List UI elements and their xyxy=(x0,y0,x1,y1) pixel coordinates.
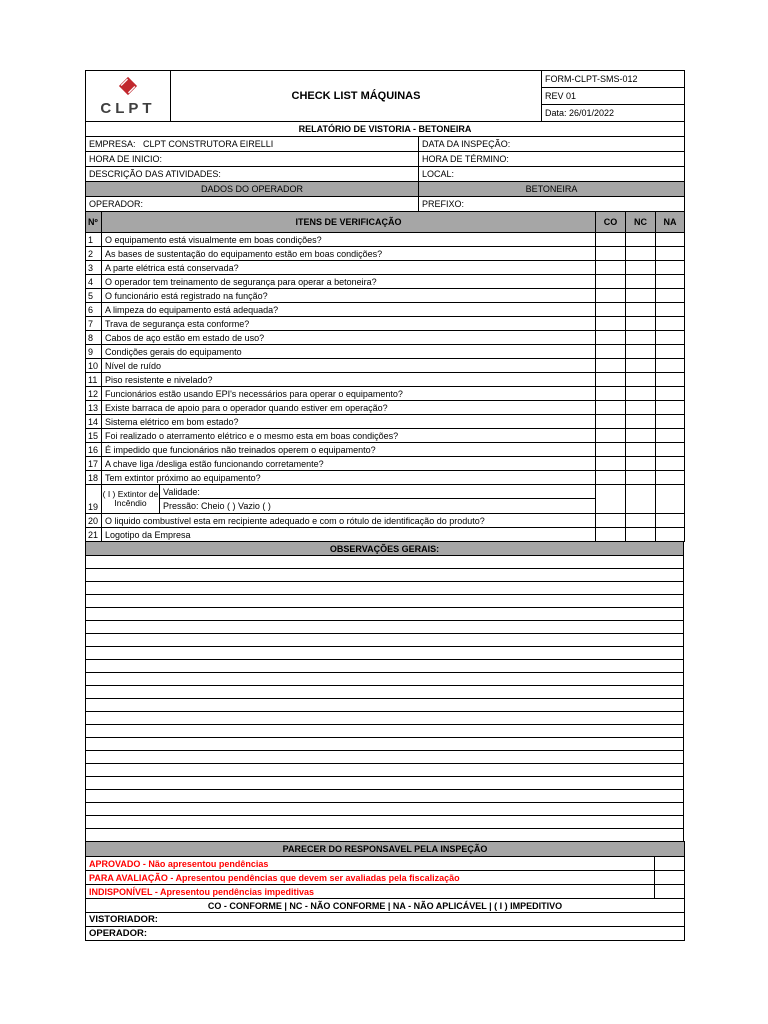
item-number: 2 xyxy=(86,247,102,261)
checklist-row xyxy=(86,233,685,247)
checklist-row xyxy=(86,317,685,331)
checklist-row xyxy=(86,345,685,359)
observation-line xyxy=(86,556,684,569)
item-number: 4 xyxy=(86,275,102,289)
na-cell xyxy=(656,331,685,345)
nc-cell xyxy=(626,317,656,331)
co-cell xyxy=(596,275,626,289)
observation-line-row xyxy=(86,686,684,699)
form-title: CHECK LIST MÁQUINAS xyxy=(171,71,542,122)
na-cell xyxy=(656,289,685,303)
checklist-row xyxy=(86,289,685,303)
co-cell xyxy=(596,303,626,317)
observation-line-row xyxy=(86,608,684,621)
nc-cell xyxy=(626,514,656,528)
item-number: 7 xyxy=(86,317,102,331)
parecer-option-text: PARA AVALIAÇÃO - Apresentou pendências que devem ser avaliadas pela fiscalização xyxy=(86,871,655,885)
observation-line xyxy=(86,608,684,621)
observation-line xyxy=(86,569,684,582)
item-text: Cabos de aço estão em estado de uso? xyxy=(102,331,596,345)
checklist-row xyxy=(86,303,685,317)
item-text: Trava de segurança esta conforme? xyxy=(102,317,596,331)
nc-cell xyxy=(626,415,656,429)
data-inspecao-field: DATA DA INSPEÇÃO: xyxy=(419,137,685,152)
co-cell xyxy=(596,331,626,345)
na-cell xyxy=(656,247,685,261)
co-cell xyxy=(596,289,626,303)
item-number: 9 xyxy=(86,345,102,359)
nc-cell xyxy=(626,485,656,514)
item-number: 11 xyxy=(86,373,102,387)
observation-line-row xyxy=(86,764,684,777)
item-number: 3 xyxy=(86,261,102,275)
co-cell xyxy=(596,415,626,429)
item-text: Funcionários estão usando EPI's necessários para operar o equipamento? xyxy=(102,387,596,401)
parecer-option-text: INDISPONÍVEL - Apresentou pendências impeditivas xyxy=(86,885,655,899)
vistoriador-field: VISTORIADOR: xyxy=(86,913,685,927)
nc-cell xyxy=(626,303,656,317)
col-header-items: ITENS DE VERIFICAÇÃO xyxy=(102,212,596,233)
observation-line xyxy=(86,673,684,686)
observation-line-row xyxy=(86,582,684,595)
item-number: 20 xyxy=(86,514,102,528)
observation-line xyxy=(86,816,684,829)
na-cell xyxy=(656,233,685,247)
item-text: A parte elétrica está conservada? xyxy=(102,261,596,275)
observation-line-row xyxy=(86,790,684,803)
parecer-option-row xyxy=(86,857,685,871)
checklist-row xyxy=(86,247,685,261)
item-number: 10 xyxy=(86,359,102,373)
nc-cell xyxy=(626,528,656,542)
form-date: Data: 26/01/2022 xyxy=(542,105,685,122)
checklist-table xyxy=(85,211,685,542)
co-cell xyxy=(596,359,626,373)
observation-line xyxy=(86,829,684,842)
co-cell xyxy=(596,443,626,457)
observation-line xyxy=(86,751,684,764)
observation-line xyxy=(86,738,684,751)
parecer-title: PARECER DO RESPONSAVEL PELA INSPEÇÃO xyxy=(86,842,685,857)
observations-title: OBSERVAÇÕES GERAIS: xyxy=(86,542,684,556)
empresa-field xyxy=(86,137,419,152)
checklist-row xyxy=(86,401,685,415)
checklist-row xyxy=(86,373,685,387)
observation-line-row xyxy=(86,751,684,764)
equipamento-header: BETONEIRA xyxy=(419,182,685,197)
co-cell xyxy=(596,457,626,471)
observation-line-row xyxy=(86,699,684,712)
item-text: Condições gerais do equipamento xyxy=(102,345,596,359)
co-cell xyxy=(596,528,626,542)
na-cell xyxy=(656,387,685,401)
nc-cell xyxy=(626,261,656,275)
observation-line-row xyxy=(86,634,684,647)
na-cell xyxy=(656,485,685,514)
co-cell xyxy=(596,401,626,415)
dados-operador-header: DADOS DO OPERADOR xyxy=(86,182,419,197)
item-text: As bases de sustentação do equipamento estão em boas condições? xyxy=(102,247,596,261)
observation-line-row xyxy=(86,647,684,660)
co-cell xyxy=(596,317,626,331)
item-text: Tem extintor próximo ao equipamento? xyxy=(102,471,596,485)
hora-inicio-field: HORA DE INICIO: xyxy=(86,152,419,167)
na-cell xyxy=(656,415,685,429)
col-header-nc: NC xyxy=(626,212,656,233)
co-cell xyxy=(596,247,626,261)
option-mark-cell xyxy=(655,871,685,885)
observation-line xyxy=(86,764,684,777)
item-text: Foi realizado o aterramento elétrico e o mesmo esta em boas condições? xyxy=(102,429,596,443)
item-text: Piso resistente e nivelado? xyxy=(102,373,596,387)
observation-line xyxy=(86,803,684,816)
empresa-value: CLPT CONSTRUTORA EIRELLI xyxy=(143,139,274,149)
co-cell xyxy=(596,233,626,247)
co-cell xyxy=(596,514,626,528)
local-field: LOCAL: xyxy=(419,167,685,182)
observation-line-row xyxy=(86,712,684,725)
item-text: É impedido que funcionários não treinados operem o equipamento? xyxy=(102,443,596,457)
na-cell xyxy=(656,303,685,317)
observation-line-row xyxy=(86,569,684,582)
checklist-row xyxy=(86,429,685,443)
checklist-row xyxy=(86,261,685,275)
parecer-option-row xyxy=(86,871,685,885)
item-number: 6 xyxy=(86,303,102,317)
report-info xyxy=(85,121,685,212)
item-number: 16 xyxy=(86,443,102,457)
col-header-co: CO xyxy=(596,212,626,233)
item-text: O equipamento está visualmente em boas condições? xyxy=(102,233,596,247)
item-text: Existe barraca de apoio para o operador quando estiver em operação? xyxy=(102,401,596,415)
item-number: 13 xyxy=(86,401,102,415)
item-text: A limpeza do equipamento está adequada? xyxy=(102,303,596,317)
observation-line xyxy=(86,582,684,595)
logo-cell xyxy=(86,71,171,122)
na-cell xyxy=(656,457,685,471)
observation-line xyxy=(86,621,684,634)
co-cell xyxy=(596,429,626,443)
operador-signature-field: OPERADOR: xyxy=(86,927,685,941)
checklist-row xyxy=(86,514,685,528)
item-number: 8 xyxy=(86,331,102,345)
empresa-label: EMPRESA: xyxy=(89,139,136,149)
validade-field: Validade: xyxy=(160,485,595,499)
checklist-row xyxy=(86,457,685,471)
na-cell xyxy=(656,514,685,528)
nc-cell xyxy=(626,457,656,471)
na-cell xyxy=(656,373,685,387)
checklist-row xyxy=(86,275,685,289)
na-cell xyxy=(656,429,685,443)
co-cell xyxy=(596,261,626,275)
item-text: Sistema elétrico em bom estado? xyxy=(102,415,596,429)
observation-line-row xyxy=(86,738,684,751)
observation-line-row xyxy=(86,725,684,738)
item-number: 1 xyxy=(86,233,102,247)
observations-section xyxy=(85,541,684,842)
na-cell xyxy=(656,401,685,415)
option-mark-cell xyxy=(655,885,685,899)
observation-line-row xyxy=(86,829,684,842)
parecer-section xyxy=(85,841,685,941)
observation-line xyxy=(86,725,684,738)
nc-cell xyxy=(626,331,656,345)
item-number: 19 xyxy=(86,485,102,514)
prefixo-field: PREFIXO: xyxy=(419,197,685,212)
na-cell xyxy=(656,359,685,373)
logo-text: CLPT xyxy=(100,100,156,117)
checklist-row xyxy=(86,359,685,373)
item-19-content xyxy=(102,485,596,514)
item-text: A chave liga /desliga estão funcionando corretamente? xyxy=(102,457,596,471)
item-number: 5 xyxy=(86,289,102,303)
checklist-row xyxy=(86,331,685,345)
pressao-field: Pressão: Cheio ( ) Vazio ( ) xyxy=(163,501,271,511)
na-cell xyxy=(656,317,685,331)
nc-cell xyxy=(626,359,656,373)
observation-line-row xyxy=(86,803,684,816)
item-number: 14 xyxy=(86,415,102,429)
na-cell xyxy=(656,443,685,457)
observation-line xyxy=(86,699,684,712)
co-cell xyxy=(596,387,626,401)
nc-cell xyxy=(626,275,656,289)
form-revision: REV 01 xyxy=(542,88,685,105)
co-cell xyxy=(596,485,626,514)
na-cell xyxy=(656,275,685,289)
na-cell xyxy=(656,261,685,275)
section-title: RELATÓRIO DE VISTORIA - BETONEIRA xyxy=(86,122,685,137)
observation-line xyxy=(86,686,684,699)
nc-cell xyxy=(626,247,656,261)
co-cell xyxy=(596,471,626,485)
checklist-row xyxy=(86,443,685,457)
hora-termino-field: HORA DE TÉRMINO: xyxy=(419,152,685,167)
clpt-diamond-icon xyxy=(117,75,139,97)
form-code: FORM-CLPT-SMS-012 xyxy=(542,71,685,88)
item-number: 17 xyxy=(86,457,102,471)
observation-line-row xyxy=(86,621,684,634)
na-cell xyxy=(656,528,685,542)
observation-line xyxy=(86,595,684,608)
na-cell xyxy=(656,471,685,485)
observation-line-row xyxy=(86,556,684,569)
item-number: 15 xyxy=(86,429,102,443)
observation-line-row xyxy=(86,777,684,790)
operador-field: OPERADOR: xyxy=(86,197,419,212)
observation-line xyxy=(86,777,684,790)
nc-cell xyxy=(626,443,656,457)
checklist-row xyxy=(86,415,685,429)
co-cell xyxy=(596,345,626,359)
nc-cell xyxy=(626,289,656,303)
nc-cell xyxy=(626,387,656,401)
checklist-row xyxy=(86,387,685,401)
item-text: O liquido combustível esta em recipiente adequado e com o rótulo de identificação do produto? xyxy=(102,514,596,528)
observation-line-row xyxy=(86,595,684,608)
form-header xyxy=(85,70,685,122)
nc-cell xyxy=(626,345,656,359)
co-cell xyxy=(596,373,626,387)
item-text: Logotipo da Empresa xyxy=(102,528,596,542)
observation-line xyxy=(86,712,684,725)
clpt-logo xyxy=(100,75,155,117)
item-text: O funcionário está registrado na função? xyxy=(102,289,596,303)
nc-cell xyxy=(626,373,656,387)
col-header-na: NA xyxy=(656,212,685,233)
option-mark-cell xyxy=(655,857,685,871)
parecer-option-text: APROVADO - Não apresentou pendências xyxy=(86,857,655,871)
item-number: 18 xyxy=(86,471,102,485)
observation-line-row xyxy=(86,816,684,829)
nc-cell xyxy=(626,401,656,415)
item-text: O operador tem treinamento de segurança para operar a betoneira? xyxy=(102,275,596,289)
nc-cell xyxy=(626,471,656,485)
checklist-row-19 xyxy=(86,485,685,514)
observation-line xyxy=(86,647,684,660)
na-cell xyxy=(656,345,685,359)
item-number: 12 xyxy=(86,387,102,401)
observation-line-row xyxy=(86,673,684,686)
checklist-row xyxy=(86,528,685,542)
observation-line xyxy=(86,790,684,803)
checklist-form-page xyxy=(85,70,684,941)
observation-line xyxy=(86,660,684,673)
checklist-row xyxy=(86,471,685,485)
observation-line xyxy=(86,634,684,647)
extintor-label: ( I ) Extintor de Incêndio xyxy=(102,485,160,513)
item-number: 21 xyxy=(86,528,102,542)
observation-line-row xyxy=(86,660,684,673)
descricao-atividades-field: DESCRIÇÃO DAS ATIVIDADES: xyxy=(86,167,419,182)
col-header-num: Nº xyxy=(86,212,102,233)
legend-text: CO - CONFORME | NC - NÃO CONFORME | NA - NÃO APLICÁVEL | ( I ) IMPEDITIVO xyxy=(86,899,685,913)
item-text: Nível de ruído xyxy=(102,359,596,373)
nc-cell xyxy=(626,233,656,247)
parecer-option-row xyxy=(86,885,685,899)
nc-cell xyxy=(626,429,656,443)
